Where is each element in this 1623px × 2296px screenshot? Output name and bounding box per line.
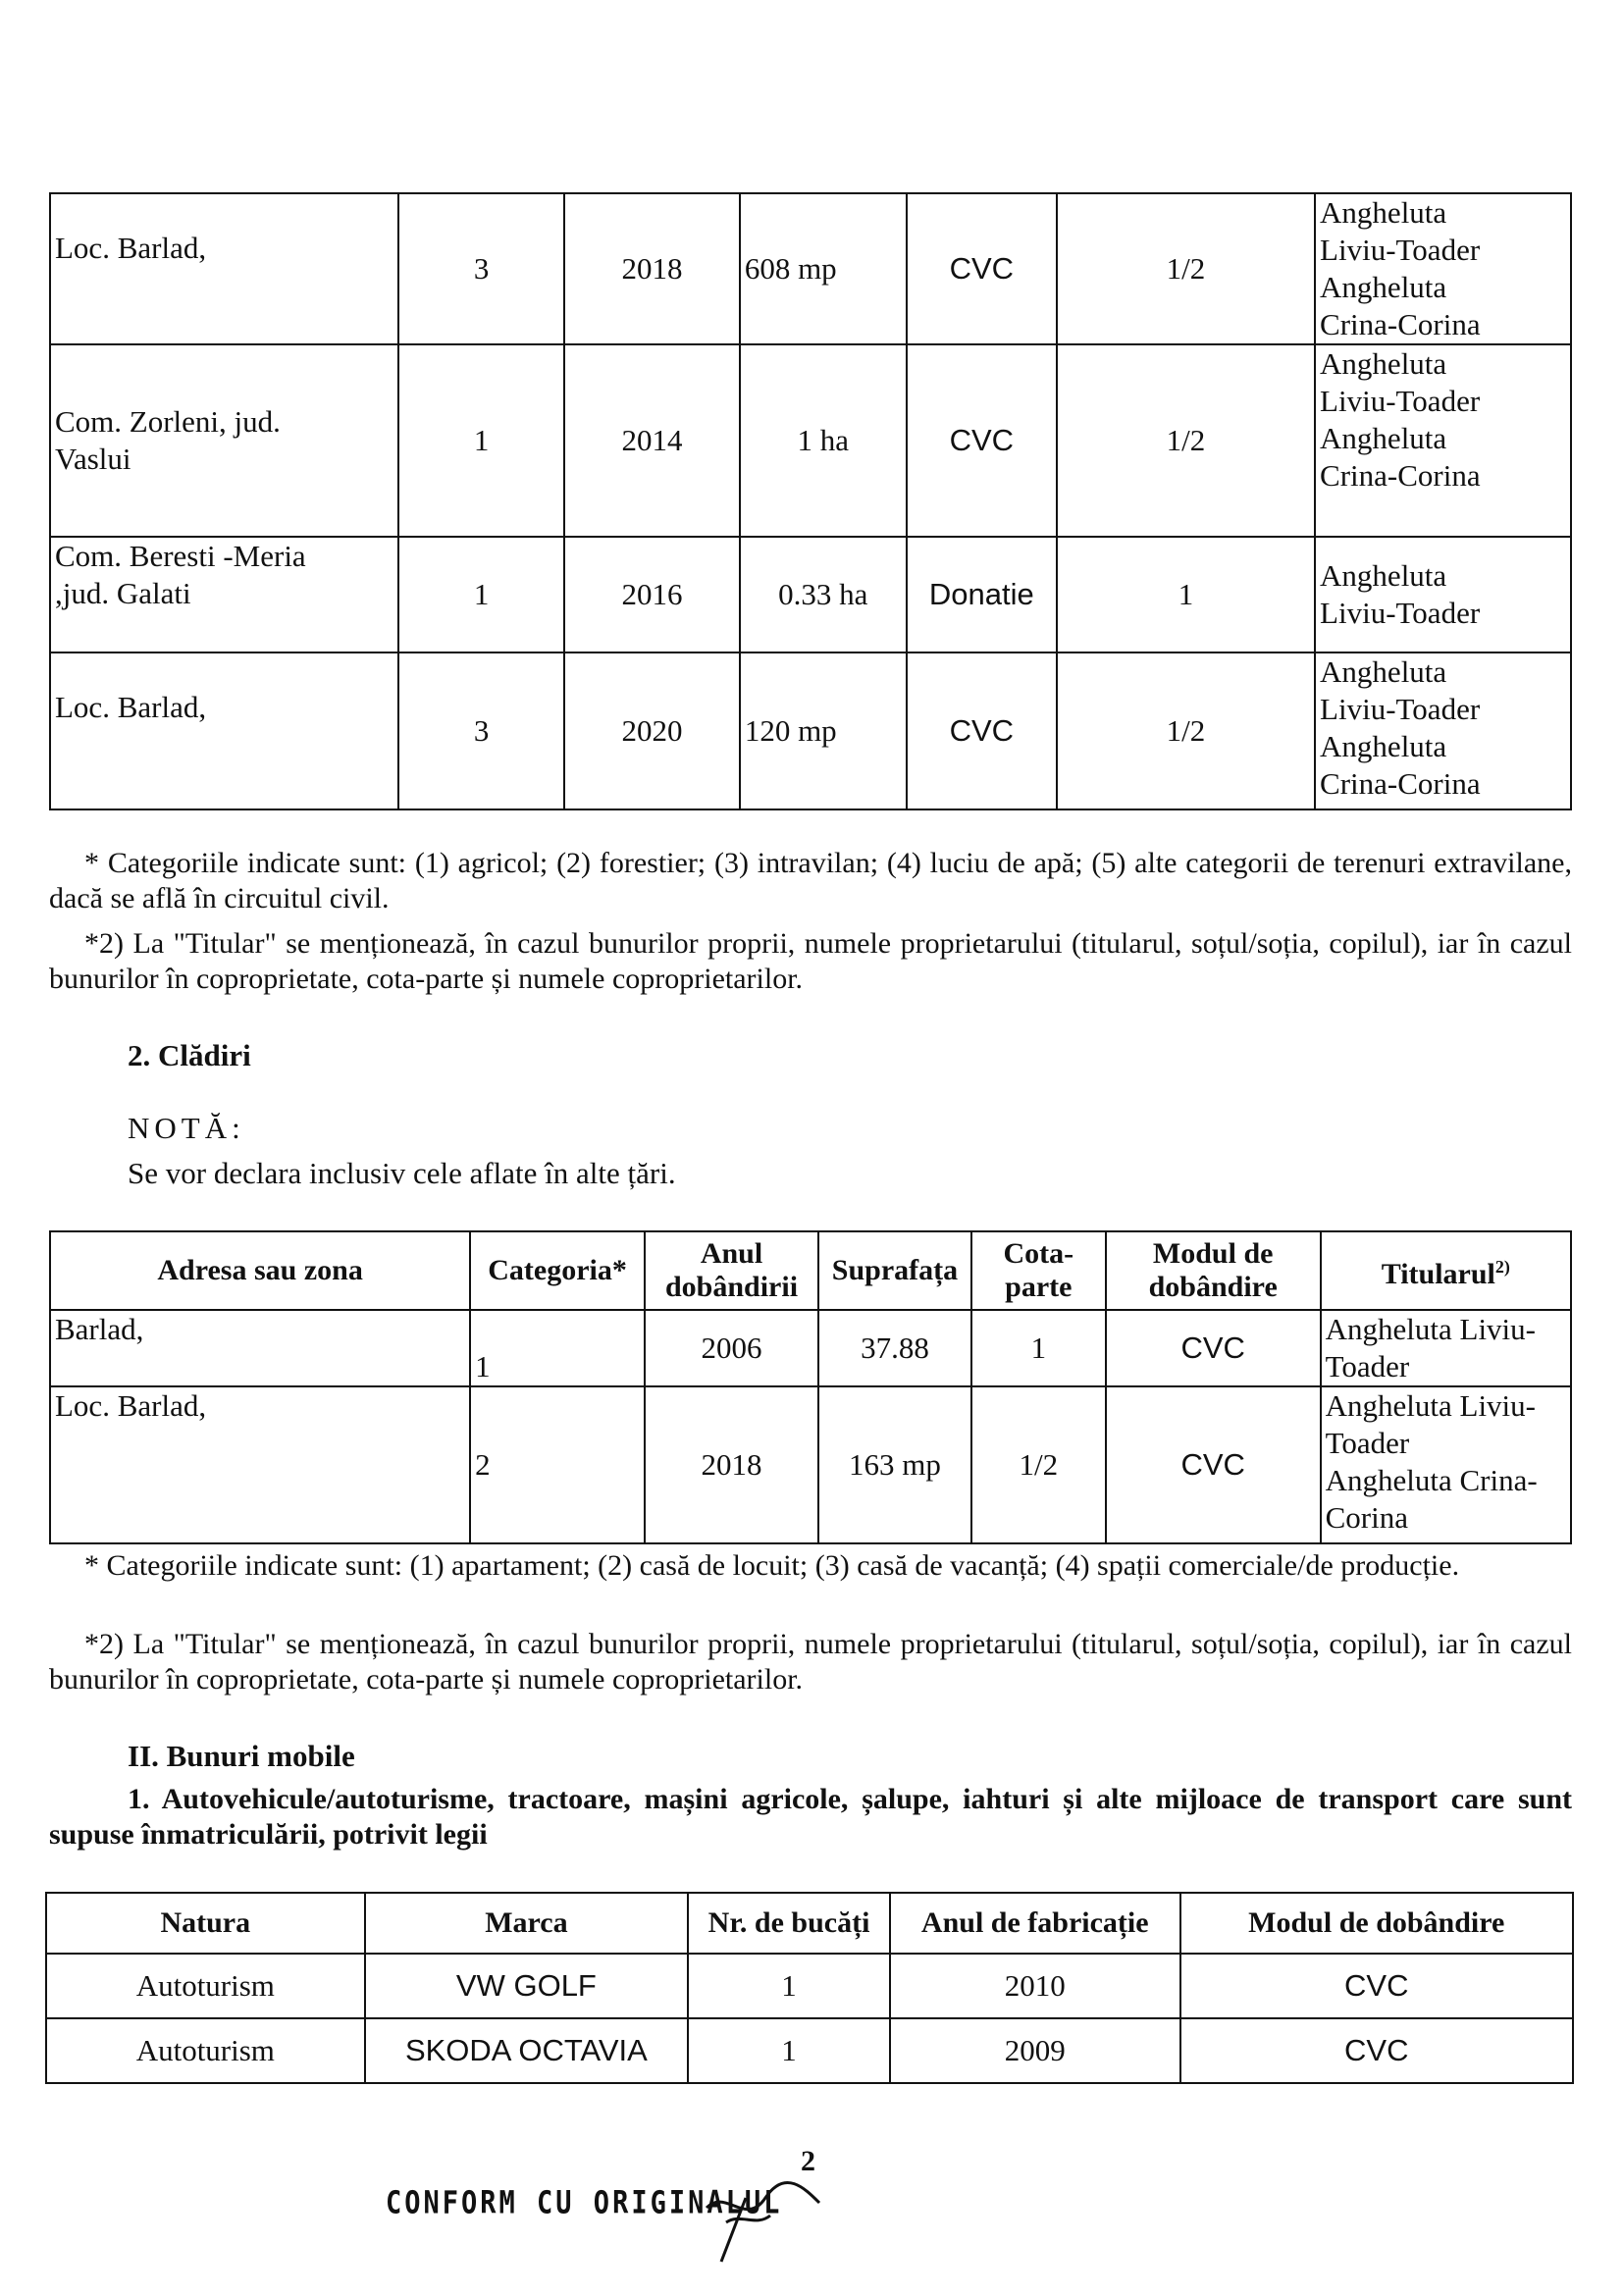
vehicles-table <box>45 1892 1574 2084</box>
titular-line: Angheluta <box>1320 421 1447 455</box>
land-cell-suprafata: 0.33 ha <box>740 537 907 652</box>
land-cell-categoria: 3 <box>398 652 564 809</box>
build-cell-adresa: Barlad, <box>50 1310 470 1386</box>
build-cell-modul: CVC <box>1106 1386 1321 1543</box>
titular-line: Angheluta <box>1320 270 1447 304</box>
build-cell-categoria: 2 <box>470 1386 645 1543</box>
titular-header-text: Titularul <box>1381 1258 1495 1290</box>
build-cell-titular <box>1321 1310 1571 1386</box>
titular-line: Liviu-Toader <box>1320 596 1481 630</box>
land-cell-categoria: 1 <box>398 537 564 652</box>
land-cell-titular <box>1315 344 1571 537</box>
col-header-anul-fabricatie: Anul de fabricație <box>890 1893 1180 1954</box>
land-cell-adresa: Com. Zorleni, jud. Vaslui <box>50 344 398 537</box>
col-header-modul: Modul de dobândire <box>1180 1893 1573 1954</box>
titular-line: Angheluta <box>1320 346 1447 381</box>
veh-cell-marca: VW GOLF <box>365 1954 689 2018</box>
veh-cell-anul: 2010 <box>890 1954 1180 2018</box>
titular-line: Crina-Corina <box>1320 458 1481 493</box>
titular-header-sup: 2) <box>1494 1257 1510 1277</box>
col-header-titular <box>1321 1231 1571 1310</box>
table-row <box>46 2018 1573 2083</box>
land-cell-adresa: Loc. Barlad, <box>50 652 398 809</box>
land-cell-suprafata: 1 ha <box>740 344 907 537</box>
land-table <box>49 192 1572 810</box>
titular-line: Angheluta <box>1320 729 1447 763</box>
veh-cell-nr: 1 <box>688 2018 890 2083</box>
land-cell-modul: CVC <box>907 344 1057 537</box>
col-header-anul: Anul dobândirii <box>645 1231 818 1310</box>
build-note-titular: *2) La "Titular" se menționează, în cazul bunurilor proprii, numele proprietarului (titularul, soțul/soția, copilul), iar în cazul bunurilor în coproprietate, cota-parte și numele coproprietarilor. <box>49 1628 1572 1696</box>
titular-line: Crina-Corina <box>1320 766 1481 801</box>
titular-line: Angheluta <box>1320 558 1447 593</box>
veh-cell-natura: Autoturism <box>46 1954 365 2018</box>
nota-label: NOTĂ: <box>128 1111 245 1145</box>
buildings-table <box>49 1230 1572 1544</box>
land-cell-cota: 1/2 <box>1057 652 1315 809</box>
table-row <box>50 1310 1571 1386</box>
section-title-cladiri: 2. Clădiri <box>128 1038 251 1072</box>
col-header-natura: Natura <box>46 1893 365 1954</box>
land-cell-modul: CVC <box>907 193 1057 344</box>
table-row <box>50 344 1571 537</box>
land-cell-adresa: Loc. Barlad, <box>50 193 398 344</box>
land-cell-modul: Donatie <box>907 537 1057 652</box>
land-cell-anul: 2020 <box>564 652 740 809</box>
table-row <box>50 193 1571 344</box>
section-subtitle-vehicles: 1. Autovehicule/autoturisme, tractoare, mașini agricole, șalupe, iahturi și alte mijloace de transport care sunt supuse înmatriculării, potrivit legii <box>49 1783 1572 1851</box>
land-cell-categoria: 3 <box>398 193 564 344</box>
signature-icon <box>687 2168 824 2267</box>
titular-line: Angheluta <box>1320 195 1447 230</box>
build-cell-anul: 2006 <box>645 1310 818 1386</box>
titular-line: Toader <box>1325 1426 1410 1460</box>
land-cell-categoria: 1 <box>398 344 564 537</box>
page-number: 2 <box>801 2145 815 2177</box>
col-header-cota: Cota-parte <box>971 1231 1106 1310</box>
titular-line: Toader <box>1325 1349 1410 1383</box>
titular-line: Liviu-Toader <box>1320 384 1481 418</box>
build-cell-modul: CVC <box>1106 1310 1321 1386</box>
titular-line: Crina-Corina <box>1320 307 1481 341</box>
table-header-row <box>46 1893 1573 1954</box>
land-cell-suprafata: 608 mp <box>740 193 907 344</box>
table-header-row <box>50 1231 1571 1310</box>
land-cell-anul: 2018 <box>564 193 740 344</box>
veh-cell-modul: CVC <box>1180 1954 1573 2018</box>
col-header-categoria: Categoria* <box>470 1231 645 1310</box>
nota-text: Se vor declara inclusiv cele aflate în alte țări. <box>128 1156 676 1190</box>
build-note-categories: * Categoriile indicate sunt: (1) apartament; (2) casă de locuit; (3) casă de vacanță; (4) spații comerciale/de producție. <box>84 1549 1460 1582</box>
col-header-suprafata: Suprafața <box>818 1231 971 1310</box>
col-header-nr: Nr. de bucăți <box>688 1893 890 1954</box>
build-cell-categoria: 1 <box>470 1310 645 1386</box>
table-row <box>50 537 1571 652</box>
build-cell-suprafata: 37.88 <box>818 1310 971 1386</box>
veh-cell-nr: 1 <box>688 1954 890 2018</box>
titular-line: Angheluta Liviu- <box>1325 1312 1536 1346</box>
land-cell-anul: 2014 <box>564 344 740 537</box>
land-cell-titular <box>1315 193 1571 344</box>
land-cell-titular <box>1315 537 1571 652</box>
veh-cell-modul: CVC <box>1180 2018 1573 2083</box>
titular-line: Liviu-Toader <box>1320 692 1481 726</box>
build-cell-cota: 1/2 <box>971 1386 1106 1543</box>
veh-cell-natura: Autoturism <box>46 2018 365 2083</box>
build-cell-cota: 1 <box>971 1310 1106 1386</box>
build-cell-titular <box>1321 1386 1571 1543</box>
table-row <box>46 1954 1573 2018</box>
build-cell-suprafata: 163 mp <box>818 1386 971 1543</box>
land-note-titular: *2) La "Titular" se menționează, în cazul bunurilor proprii, numele proprietarului (titularul, soțul/soția, copilul), iar în cazul bunurilor în coproprietate, cota-parte și numele coproprietarilor. <box>49 927 1572 995</box>
land-cell-cota: 1/2 <box>1057 193 1315 344</box>
land-cell-adresa: Com. Beresti -Meria ,jud. Galati <box>50 537 398 652</box>
land-cell-cota: 1/2 <box>1057 344 1315 537</box>
build-cell-anul: 2018 <box>645 1386 818 1543</box>
land-cell-suprafata: 120 mp <box>740 652 907 809</box>
col-header-adresa: Adresa sau zona <box>50 1231 470 1310</box>
conform-stamp: CONFORM CU ORIGINALUL <box>386 2184 783 2222</box>
table-row <box>50 1386 1571 1543</box>
land-cell-anul: 2016 <box>564 537 740 652</box>
col-header-modul: Modul de dobândire <box>1106 1231 1321 1310</box>
titular-line: Corina <box>1325 1500 1408 1535</box>
col-header-marca: Marca <box>365 1893 689 1954</box>
land-note-categories: * Categoriile indicate sunt: (1) agricol; (2) forestier; (3) intravilan; (4) luciu de apă; (5) alte categorii de terenuri extravilane, dacă se află în circuitul civil. <box>49 847 1572 914</box>
titular-line: Angheluta Liviu- <box>1325 1388 1536 1423</box>
land-cell-cota: 1 <box>1057 537 1315 652</box>
titular-line: Liviu-Toader <box>1320 233 1481 267</box>
titular-line: Angheluta Crina- <box>1325 1463 1538 1497</box>
titular-line: Angheluta <box>1320 654 1447 689</box>
land-cell-modul: CVC <box>907 652 1057 809</box>
build-cell-adresa: Loc. Barlad, <box>50 1386 470 1543</box>
table-row <box>50 652 1571 809</box>
land-cell-titular <box>1315 652 1571 809</box>
veh-cell-anul: 2009 <box>890 2018 1180 2083</box>
veh-cell-marca: SKODA OCTAVIA <box>365 2018 689 2083</box>
section-title-mobile: II. Bunuri mobile <box>128 1739 355 1773</box>
